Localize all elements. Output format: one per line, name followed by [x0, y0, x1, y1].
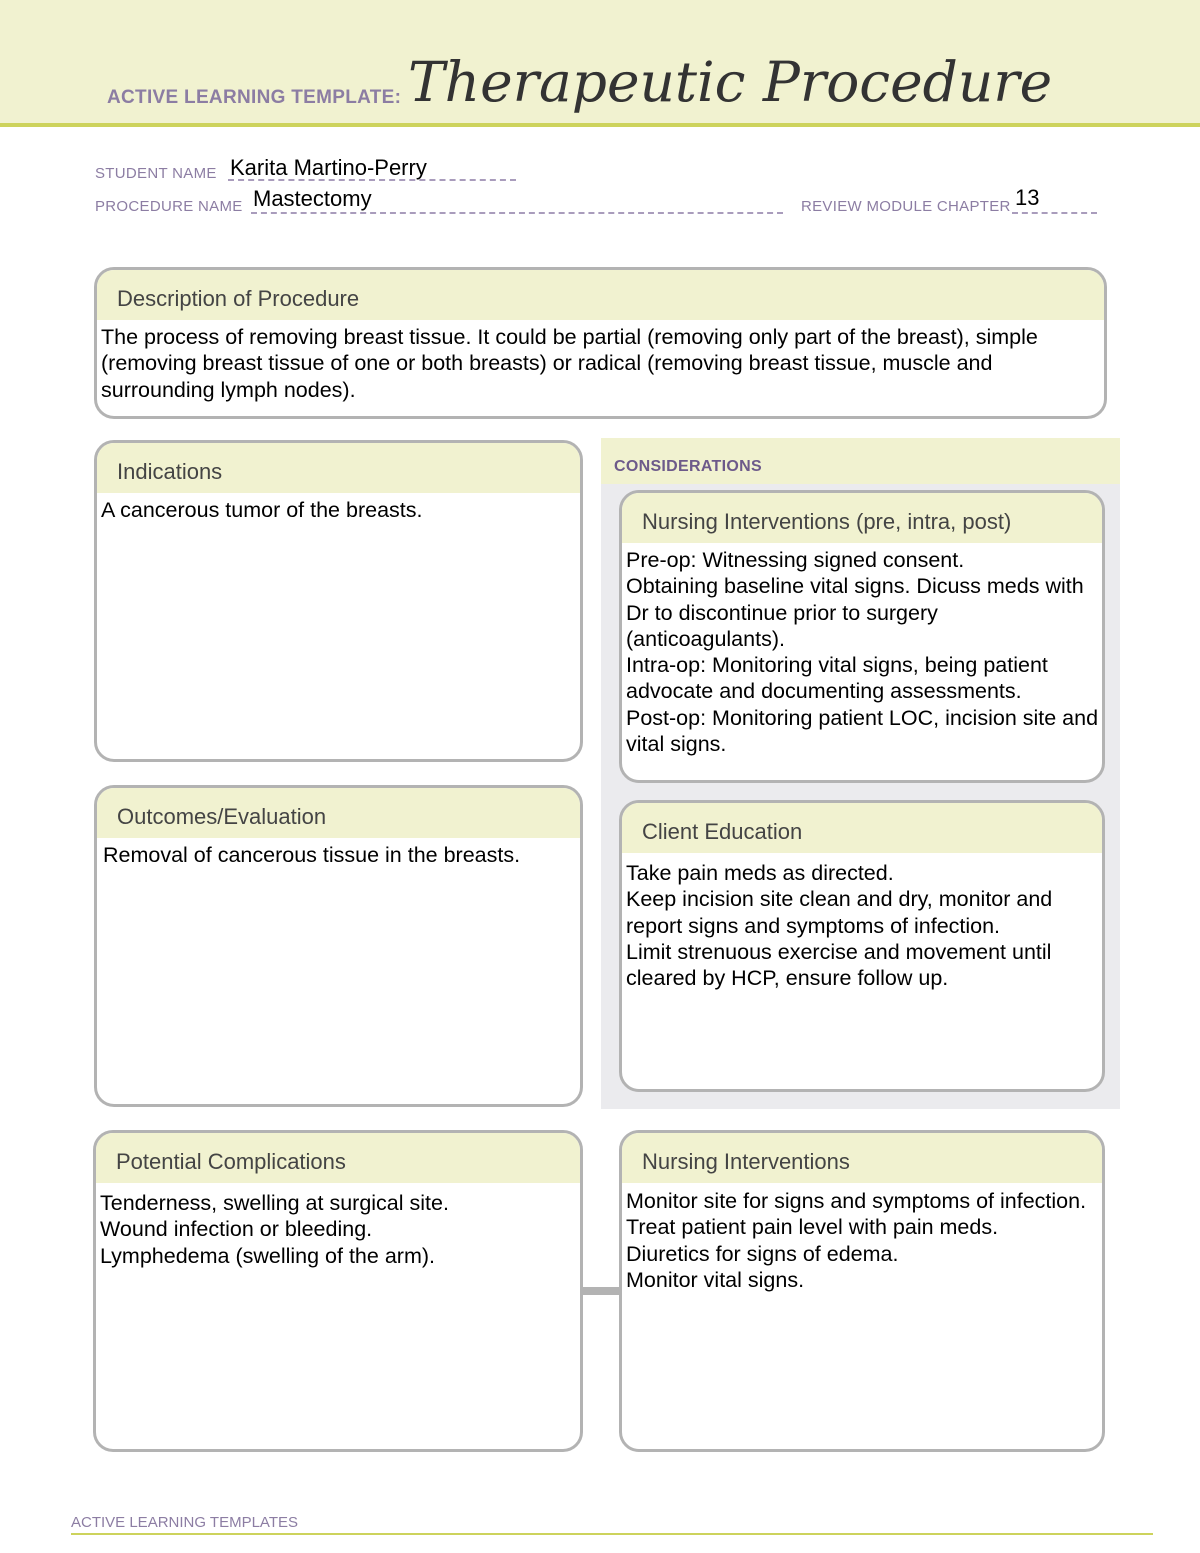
- indications-title: Indications: [97, 443, 580, 493]
- considerations-label: CONSIDERATIONS: [601, 438, 1120, 484]
- procedure-name-label: PROCEDURE NAME: [95, 198, 243, 215]
- page-title: Therapeutic Procedure: [408, 50, 1053, 114]
- outcomes-text[interactable]: Removal of cancerous tissue in the breasts.: [103, 843, 521, 867]
- complications-title: Potential Complications: [96, 1133, 580, 1183]
- student-name-field[interactable]: Karita Martino-Perry: [230, 155, 427, 180]
- client-education-title: Client Education: [622, 803, 1102, 853]
- chapter-label: REVIEW MODULE CHAPTER: [801, 198, 1011, 215]
- chapter-field[interactable]: 13: [1015, 185, 1040, 210]
- outcomes-box: [94, 785, 583, 1107]
- complications-text[interactable]: Tenderness, swelling at surgical site. Wound infection or bleeding. Lymphedema (swelling of the arm).: [100, 1191, 449, 1268]
- indications-box: [94, 440, 583, 762]
- client-education-text[interactable]: Take pain meds as directed. Keep incision site clean and dry, monitor and report signs and symptoms of infection. Limit strenuous exercise and movement until cleared by HCP, ensure follow up.: [626, 861, 1053, 991]
- student-name-label: STUDENT NAME: [95, 165, 217, 182]
- procedure-name-underline: [251, 212, 783, 214]
- outcomes-title: Outcomes/Evaluation: [97, 788, 580, 838]
- indications-text[interactable]: A cancerous tumor of the breasts.: [101, 498, 423, 522]
- footer-label: ACTIVE LEARNING TEMPLATES: [71, 1514, 298, 1531]
- nursing-interventions-text[interactable]: Monitor site for signs and symptoms of infection. Treat patient pain level with pain meds. Diuretics for signs of edema. Monitor vital signs.: [626, 1189, 1087, 1292]
- chapter-underline: [1012, 212, 1097, 214]
- nursing-interventions-box: [619, 1130, 1105, 1452]
- procedure-name-field[interactable]: Mastectomy: [253, 186, 372, 211]
- template-label: ACTIVE LEARNING TEMPLATE:: [107, 87, 402, 108]
- nursing-pre-intra-post-title: Nursing Interventions (pre, intra, post): [622, 493, 1102, 543]
- footer-rule: [71, 1533, 1153, 1535]
- nursing-pre-intra-post-text[interactable]: Pre-op: Witnessing signed consent. Obtaining baseline vital signs. Dicuss meds with Dr to discontinue prior to surgery (anticoagulants). Intra-op: Monitoring vital signs, being patient advocate and documenting assessments. Post-op: Monitoring patient LOC, incision site and vital signs.: [626, 548, 1099, 757]
- nursing-interventions-title: Nursing Interventions: [622, 1133, 1102, 1183]
- description-title: Description of Procedure: [97, 270, 1104, 320]
- connector-bar: [583, 1287, 620, 1295]
- complications-box: [93, 1130, 583, 1452]
- description-box: [94, 267, 1107, 419]
- client-education-box: [619, 800, 1105, 1092]
- nursing-pre-intra-post-box: [619, 490, 1105, 783]
- student-name-underline: [228, 179, 516, 181]
- template-header: [0, 0, 1200, 127]
- description-text[interactable]: The process of removing breast tissue. It could be partial (removing only part of the breast), simple (removing breast tissue of one or both breasts) or radical (removing breast tissue, muscle and surrounding lymph nodes).: [101, 325, 1038, 402]
